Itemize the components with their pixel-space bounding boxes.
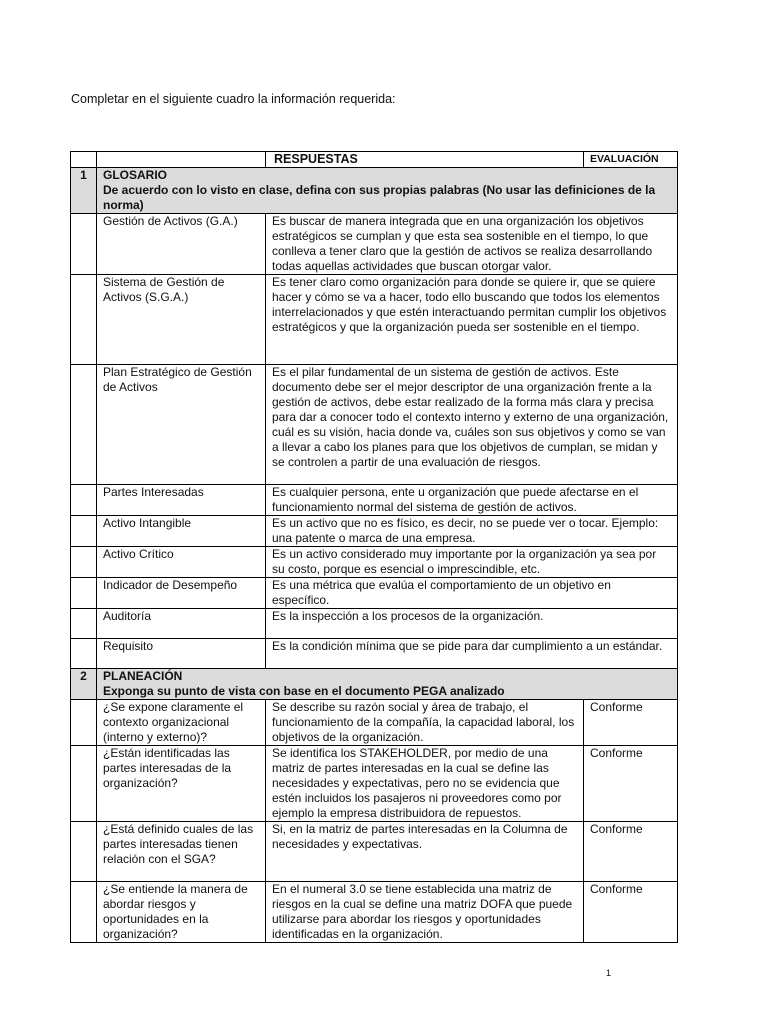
header-blank-num	[71, 152, 97, 168]
answer-cell: Es una métrica que evalúa el comportamiento de un objetivo en específico.	[266, 578, 678, 609]
table-row	[71, 516, 678, 547]
instruction-text: Completar en el siguiente cuadro la información requerida:	[71, 92, 396, 106]
table-row	[71, 746, 678, 822]
answer-cell: Es tener claro como organización para donde se quiere ir, que se quiere hacer y cómo se va a hacer, todo ello buscando que todos los elementos interrelacionados y que estén interactuando permitan cumplir los objetivos estratégicos y que la organización pueda ser sostenible en el tiempo.	[266, 275, 678, 365]
page-number: 1	[606, 968, 612, 978]
table-row	[71, 547, 678, 578]
answer-cell: Es un activo considerado muy importante por la organización ya sea por su costo, porque es esencial o imprescindible, etc.	[266, 547, 678, 578]
section-header-planeacion	[71, 669, 678, 700]
answer-cell: Es la condición mínima que se pide para dar cumplimiento a un estándar.	[266, 639, 678, 669]
row-num-cell	[71, 700, 97, 746]
term-cell: Plan Estratégico de Gestión de Activos	[97, 365, 266, 485]
section-title-text: GLOSARIO	[103, 168, 168, 182]
section-subtitle: De acuerdo con lo visto en clase, defina con sus propias palabras (No usar las definiciones de la norma)	[103, 183, 656, 212]
row-num-cell	[71, 485, 97, 516]
term-cell: Activo Intangible	[97, 516, 266, 547]
section-title	[97, 168, 678, 214]
term-cell: Auditoría	[97, 609, 266, 639]
section-header-glosario	[71, 168, 678, 214]
evaluation-cell: Conforme	[584, 822, 678, 882]
answer-cell: Es el pilar fundamental de un sistema de gestión de activos. Este documento debe ser el mejor descriptor de una organización frente a la gestión de activos, debe estar realizado de la forma más clara y precisa para dar a conocer todo el contexto interno y externo de una organización, cuál es su visión, hacia donde va, cuáles son sus objetivos y como se van a llevar a cabo los planes para que los objetivos de cumplan, se midan y se controlen a partir de una evaluación de riesgos.	[266, 365, 678, 485]
table-row	[71, 578, 678, 609]
table-row	[71, 700, 678, 746]
section-subtitle: Exponga su punto de vista con base en el documento PEGA analizado	[103, 684, 505, 698]
row-num-cell	[71, 609, 97, 639]
row-num-cell	[71, 822, 97, 882]
term-cell: Gestión de Activos (G.A.)	[97, 214, 266, 275]
table-row	[71, 275, 678, 365]
evaluation-cell: Conforme	[584, 746, 678, 822]
question-cell: ¿Se expone claramente el contexto organizacional (interno y externo)?	[97, 700, 266, 746]
table-row	[71, 639, 678, 669]
section-number: 2	[71, 669, 97, 700]
answer-cell: Si, en la matriz de partes interesadas en la Columna de necesidades y expectativas.	[266, 822, 584, 882]
question-cell: ¿Se entiende la manera de abordar riesgos y oportunidades en la organización?	[97, 882, 266, 943]
row-num-cell	[71, 639, 97, 669]
table-header-row	[71, 152, 678, 168]
row-num-cell	[71, 275, 97, 365]
row-num-cell	[71, 746, 97, 822]
table-row	[71, 609, 678, 639]
term-cell: Partes Interesadas	[97, 485, 266, 516]
answer-cell: En el numeral 3.0 se tiene establecida una matriz de riesgos en la cual se define una matriz DOFA que puede utilizarse para abordar los riesgos y oportunidades identificadas en la organización.	[266, 882, 584, 943]
evaluation-cell: Conforme	[584, 700, 678, 746]
header-evaluacion: EVALUACIÓN	[584, 152, 678, 168]
answer-cell: Se identifica los STAKEHOLDER, por medio de una matriz de partes interesadas en la cual se define las necesidades y expectativas, pero no se evidencia que estén incluidos los pasajeros ni proveedores como por ejemplo la empresa distribuidora de repuestos.	[266, 746, 584, 822]
table-row	[71, 822, 678, 882]
term-cell: Activo Crítico	[97, 547, 266, 578]
header-respuestas: RESPUESTAS	[266, 152, 584, 168]
row-num-cell	[71, 882, 97, 943]
section-title-text: PLANEACIÓN	[103, 669, 183, 683]
evaluation-cell: Conforme	[584, 882, 678, 943]
answer-cell: Se describe su razón social y área de trabajo, el funcionamiento de la compañía, la capacidad laboral, los objetivos de la organización.	[266, 700, 584, 746]
section-number: 1	[71, 168, 97, 214]
evaluation-table	[70, 151, 678, 943]
term-cell: Sistema de Gestión de Activos (S.G.A.)	[97, 275, 266, 365]
answer-cell: Es buscar de manera integrada que en una organización los objetivos estratégicos se cumplan y que esta sea sostenible en el tiempo, lo que conlleva a tener claro que la gestión de activos se realiza desarrollando todas aquellas actividades que buscan otorgar valor.	[266, 214, 678, 275]
term-cell: Requisito	[97, 639, 266, 669]
header-blank-term	[97, 152, 266, 168]
answer-cell: Es un activo que no es físico, es decir, no se puede ver o tocar. Ejemplo: una patente o marca de una empresa.	[266, 516, 678, 547]
row-num-cell	[71, 578, 97, 609]
answer-cell: Es la inspección a los procesos de la organización.	[266, 609, 678, 639]
answer-cell: Es cualquier persona, ente u organización que puede afectarse en el funcionamiento normal del sistema de gestión de activos.	[266, 485, 678, 516]
row-num-cell	[71, 365, 97, 485]
table-row	[71, 214, 678, 275]
question-cell: ¿Está definido cuales de las partes interesadas tienen relación con el SGA?	[97, 822, 266, 882]
table-row	[71, 882, 678, 943]
table-row	[71, 485, 678, 516]
row-num-cell	[71, 516, 97, 547]
term-cell: Indicador de Desempeño	[97, 578, 266, 609]
row-num-cell	[71, 214, 97, 275]
section-title	[97, 669, 678, 700]
row-num-cell	[71, 547, 97, 578]
table-row	[71, 365, 678, 485]
question-cell: ¿Están identificadas las partes interesadas de la organización?	[97, 746, 266, 822]
